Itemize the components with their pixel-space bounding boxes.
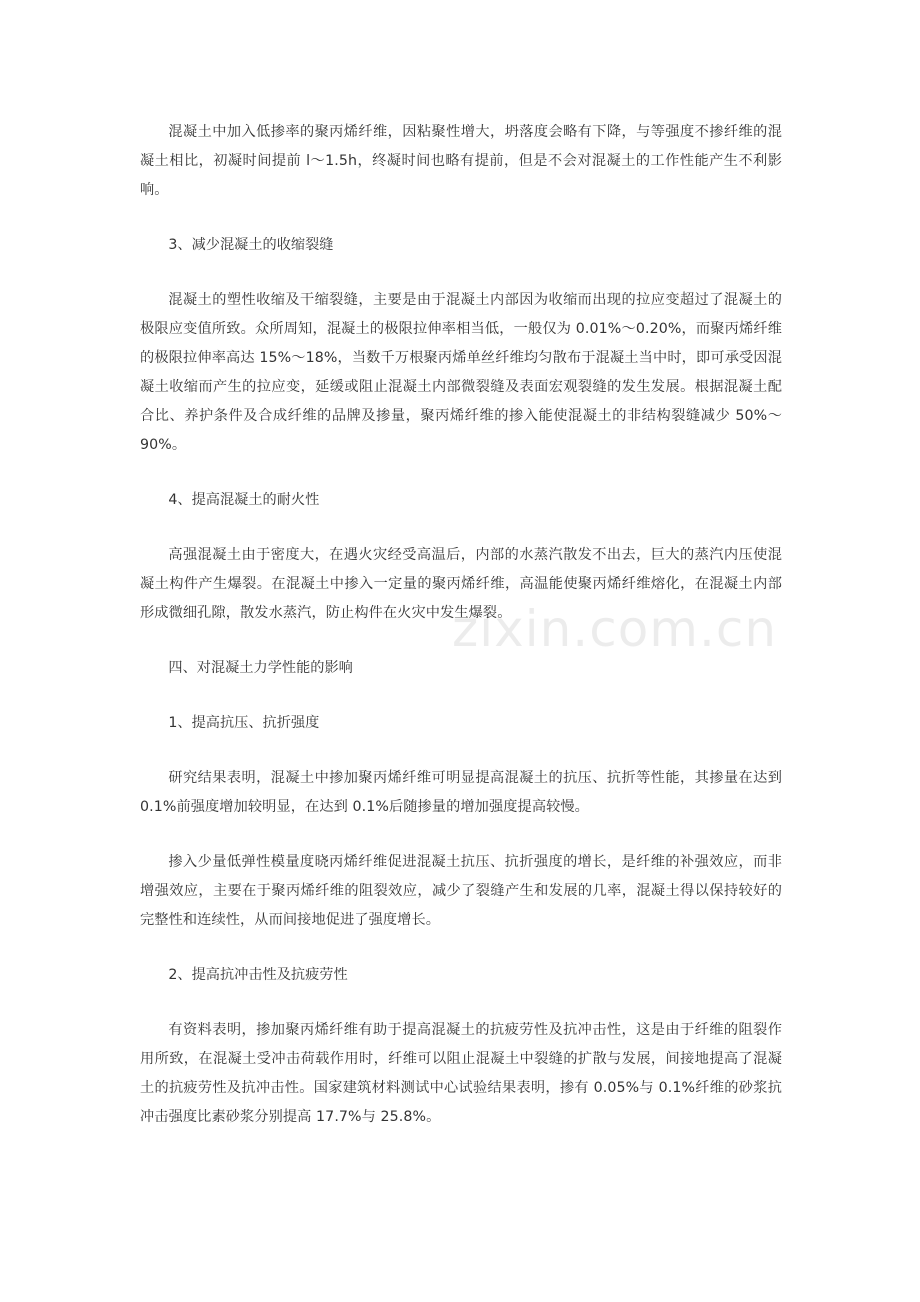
paragraph-strength-mechanism: 掺入少量低弹性模量度晓丙烯纤维促进混凝土抗压、抗折强度的增长，是纤维的补强效应，而非增强效应，主要在于聚丙烯纤维的阻裂效应，减少了裂缝产生和发展的几率，混凝土得以保持较好的完整性和连续性，从而间接地促进了强度增长。 — [140, 854, 782, 928]
document-body — [140, 118, 782, 1158]
paragraph-shrinkage-cracks: 混凝土的塑性收缩及干缩裂缝，主要是由于混凝土内部因为收缩而出现的拉应变超过了混凝土的极限应变值所致。众所周知，混凝土的极限拉伸率相当低，一般仅为 0.01%～0.20%，而聚丙烯纤维的极限拉伸率高达 15%～18%，当数千万根聚丙烯单丝纤维均匀散布于混凝土当中时，即可承受因混凝土收缩而产生的拉应变，延缓或阻止混凝土内部微裂缝及表面宏观裂缝的发生发展。根据混凝土配合比、养护条件及合成纤维的品牌及掺量，聚丙烯纤维的掺入能使混凝土的非结构裂缝减少 50%～90%。 — [140, 292, 782, 453]
paragraph-impact-fatigue: 有资料表明，掺加聚丙烯纤维有助于提高混凝土的抗疲劳性及抗冲击性，这是由于纤维的阻裂作用所致，在混凝土受冲击荷载作用时，纤维可以阻止混凝土中裂缝的扩散与发展，间接地提高了混凝土的抗疲劳性及抗冲击性。国家建筑材料测试中心试验结果表明，掺有 0.05%与 0.1%纤维的砂浆抗冲击强度比素砂浆分别提高 17.7%与 25.8%。 — [140, 1022, 782, 1125]
paragraph-workability: 混凝土中加入低掺率的聚丙烯纤维，因粘聚性增大，坍落度会略有下降，与等强度不掺纤维的混凝土相比，初凝时间提前 l～1.5h，终凝时间也略有提前，但是不会对混凝土的工作性能产生不利影响。 — [140, 124, 782, 198]
heading-impact-fatigue: 2、提高抗冲击性及抗疲劳性 — [168, 967, 348, 983]
heading-fire-resistance: 4、提高混凝土的耐火性 — [168, 492, 320, 508]
paragraph-fire-resistance: 高强混凝土由于密度大，在遇火灾经受高温后，内部的水蒸汽散发不出去，巨大的蒸汽内压使混凝土构件产生爆裂。在混凝土中掺入一定量的聚丙烯纤维，高温能使聚丙烯纤维熔化，在混凝土内部形成微细孔隙，散发水蒸汽，防止构件在火灾中发生爆裂。 — [140, 547, 782, 621]
watermark-text: zixin.com.cn — [452, 600, 778, 658]
heading-shrinkage-cracks: 3、减少混凝土的收缩裂缝 — [168, 237, 334, 253]
heading-compressive-strength: 1、提高抗压、抗折强度 — [168, 715, 320, 731]
section-heading-mechanical: 四、对混凝土力学性能的影响 — [168, 660, 353, 676]
paragraph-strength-results: 研究结果表明，混凝土中掺加聚丙烯纤维可明显提高混凝土的抗压、抗折等性能，其掺量在达到 0.1%前强度增加较明显，在达到 0.1%后随掺量的增加强度提高较慢。 — [140, 770, 782, 815]
